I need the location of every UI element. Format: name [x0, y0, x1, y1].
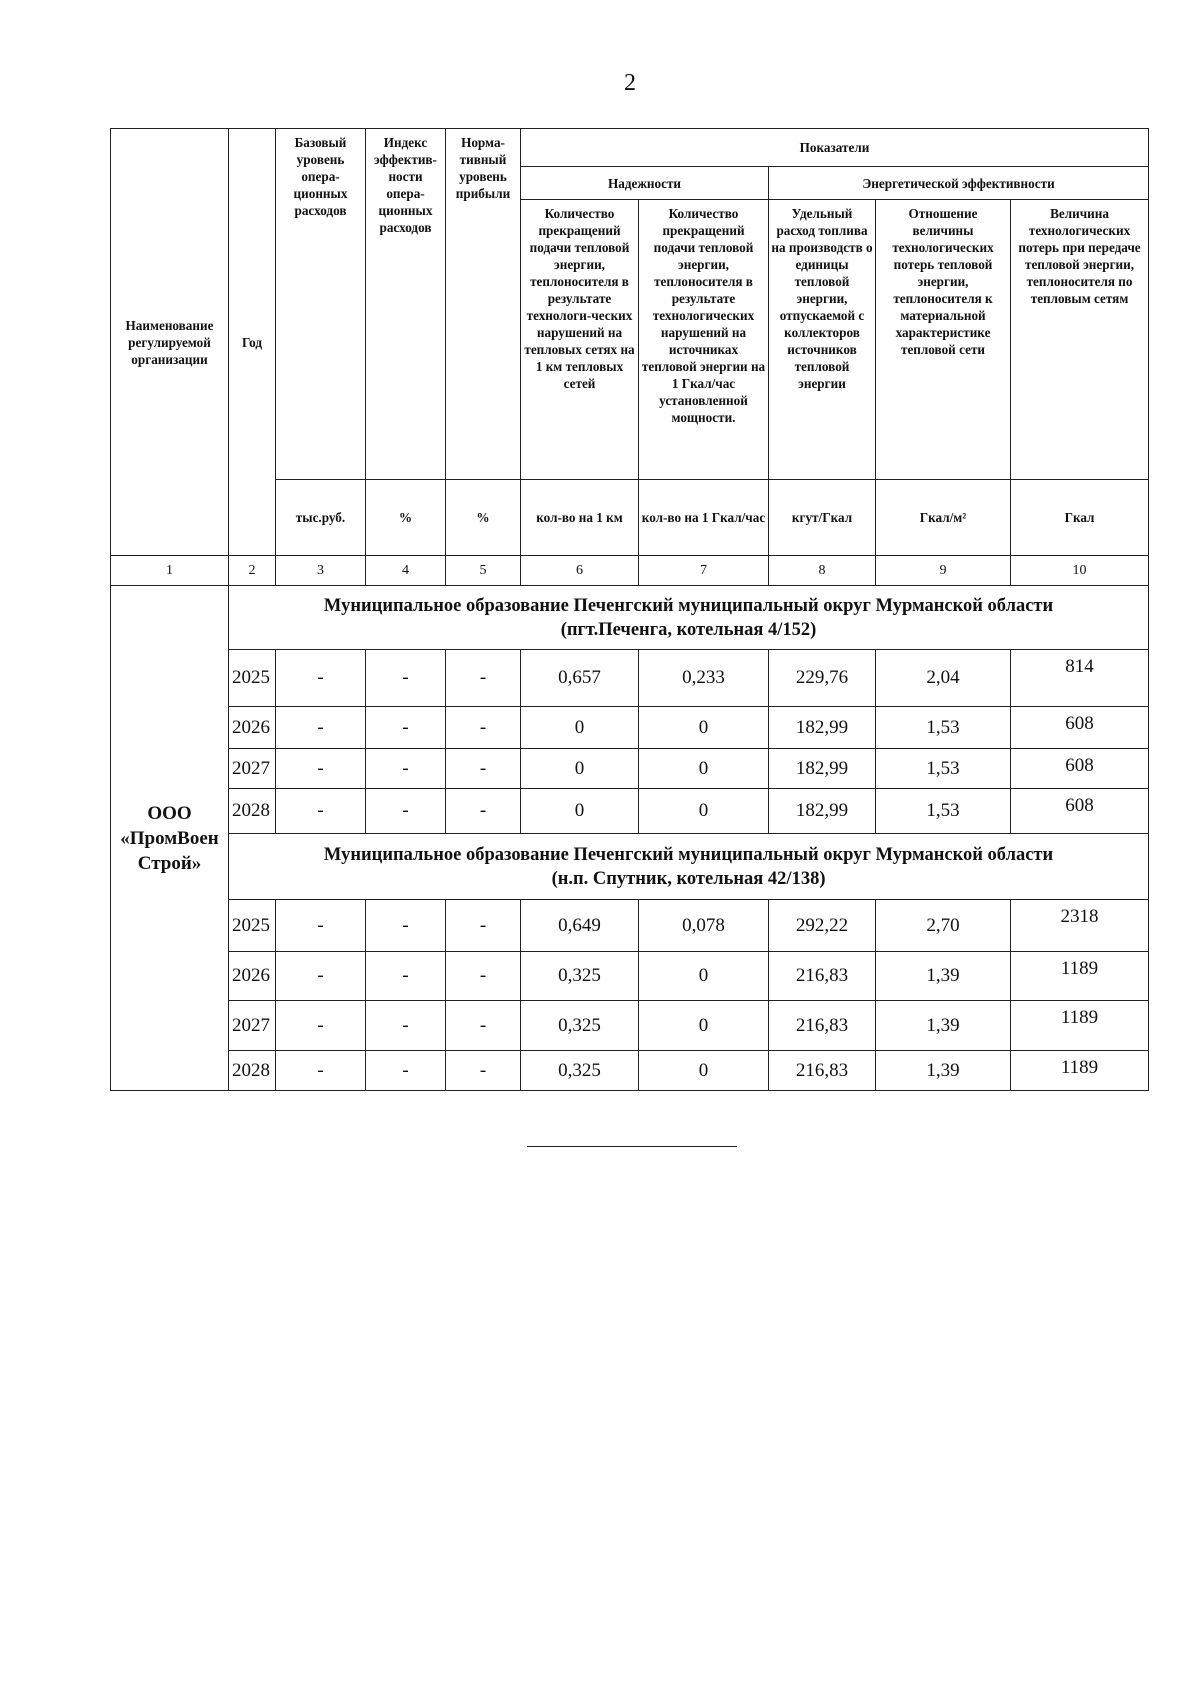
cell-col-10: 814 [1011, 650, 1149, 707]
cell-col-6: 0,325 [521, 952, 639, 1001]
cell-col-9: 1,39 [876, 952, 1011, 1001]
table-row [111, 1051, 1149, 1091]
table-row [111, 952, 1149, 1001]
cell-efficiency-index: - [366, 1001, 446, 1051]
cell-year: 2025 [229, 900, 276, 952]
cell-col-7: 0 [639, 749, 769, 789]
section-title-line1: Муниципальное образование Печенгский муниципальный округ Мурманской области [323, 595, 1054, 616]
cell-col-6: 0,657 [521, 650, 639, 707]
cell-col-8: 182,99 [769, 707, 876, 749]
cell-year: 2028 [229, 789, 276, 834]
cell-col-9: 1,53 [876, 707, 1011, 749]
cell-efficiency-index: - [366, 952, 446, 1001]
cell-year: 2027 [229, 1001, 276, 1051]
header-indicators: Показатели [521, 129, 1149, 167]
header-col-8: Удельный расход топлива на производств о единицы тепловой энергии, отпускаемой с коллекторов источников тепловой энергии [769, 200, 876, 480]
cell-base-level: - [276, 952, 366, 1001]
cell-col-8: 216,83 [769, 1051, 876, 1091]
end-separator-line [527, 1146, 737, 1147]
table-row [111, 789, 1149, 834]
cell-col-10: 608 [1011, 707, 1149, 749]
cell-col-9: 2,70 [876, 900, 1011, 952]
unit-col-4: % [366, 480, 446, 556]
header-energy-efficiency: Энергетической эффективности [769, 167, 1149, 200]
unit-col-3: тыс.руб. [276, 480, 366, 556]
cell-col-8: 292,22 [769, 900, 876, 952]
cell-col-8: 229,76 [769, 650, 876, 707]
header-col-6: Количество прекращений подачи тепловой энергии, теплоносителя в результате технологи-ческих нарушений на тепловых сетях на 1 км тепловых сетей [521, 200, 639, 480]
cell-base-level: - [276, 707, 366, 749]
header-col-7: Количество прекращений подачи тепловой энергии, теплоносителя в результате технологических нарушений на источниках тепловой энергии на 1 Гкал/час установленной мощности. [639, 200, 769, 480]
cell-col-9: 1,39 [876, 1051, 1011, 1091]
unit-col-7: кол-во на 1 Гкал/час [639, 480, 769, 556]
table-row [111, 650, 1149, 707]
column-number: 1 [111, 556, 229, 586]
cell-base-level: - [276, 650, 366, 707]
cell-efficiency-index: - [366, 900, 446, 952]
cell-base-level: - [276, 1051, 366, 1091]
table-row [111, 749, 1149, 789]
unit-col-9: Гкал/м² [876, 480, 1011, 556]
cell-col-9: 2,04 [876, 650, 1011, 707]
cell-col-10: 2318 [1011, 900, 1149, 952]
unit-col-6: кол-во на 1 км [521, 480, 639, 556]
cell-efficiency-index: - [366, 749, 446, 789]
section-title-line2: (пгт.Печенга, котельная 4/152) [560, 619, 817, 640]
column-number: 7 [639, 556, 769, 586]
indicators-table [110, 128, 1149, 1091]
cell-normative-profit: - [446, 707, 521, 749]
section-title [229, 834, 1149, 900]
column-number: 5 [446, 556, 521, 586]
column-number: 6 [521, 556, 639, 586]
unit-col-5: % [446, 480, 521, 556]
cell-col-7: 0,233 [639, 650, 769, 707]
cell-col-7: 0 [639, 707, 769, 749]
cell-col-8: 216,83 [769, 952, 876, 1001]
table-row [111, 1001, 1149, 1051]
cell-base-level: - [276, 789, 366, 834]
cell-year: 2025 [229, 650, 276, 707]
cell-efficiency-index: - [366, 1051, 446, 1091]
cell-col-7: 0 [639, 952, 769, 1001]
column-number: 9 [876, 556, 1011, 586]
column-number: 3 [276, 556, 366, 586]
organization-name: ООО «ПромВоен Строй» [111, 586, 229, 1091]
page-number: 2 [624, 70, 636, 96]
cell-base-level: - [276, 1001, 366, 1051]
cell-col-6: 0 [521, 707, 639, 749]
column-number: 4 [366, 556, 446, 586]
header-col-10: Величина технологических потерь при передаче тепловой энергии, теплоносителя по тепловым сетям [1011, 200, 1149, 480]
cell-normative-profit: - [446, 900, 521, 952]
header-col-9: Отношение величины технологических потерь тепловой энергии, теплоносителя к материальной характеристике тепловой сети [876, 200, 1011, 480]
cell-col-8: 216,83 [769, 1001, 876, 1051]
unit-col-10: Гкал [1011, 480, 1149, 556]
cell-col-10: 1189 [1011, 1001, 1149, 1051]
cell-col-7: 0,078 [639, 900, 769, 952]
cell-col-9: 1,53 [876, 749, 1011, 789]
section-title-line2: (н.п. Спутник, котельная 42/138) [551, 868, 826, 889]
cell-col-7: 0 [639, 1051, 769, 1091]
header-reliability: Надежности [521, 167, 769, 200]
section-title [229, 586, 1149, 650]
cell-base-level: - [276, 900, 366, 952]
cell-normative-profit: - [446, 650, 521, 707]
unit-col-8: кгут/Гкал [769, 480, 876, 556]
column-number: 10 [1011, 556, 1149, 586]
cell-normative-profit: - [446, 789, 521, 834]
table-row [111, 707, 1149, 749]
cell-base-level: - [276, 749, 366, 789]
cell-col-6: 0 [521, 789, 639, 834]
column-number: 2 [229, 556, 276, 586]
table-row [111, 900, 1149, 952]
header-normative-profit: Норма-тивный уровень прибыли [446, 129, 521, 480]
cell-year: 2028 [229, 1051, 276, 1091]
cell-col-9: 1,53 [876, 789, 1011, 834]
cell-normative-profit: - [446, 1051, 521, 1091]
cell-efficiency-index: - [366, 707, 446, 749]
cell-efficiency-index: - [366, 789, 446, 834]
cell-col-6: 0,649 [521, 900, 639, 952]
cell-year: 2026 [229, 952, 276, 1001]
cell-col-6: 0 [521, 749, 639, 789]
header-org-name: Наименование регулируемой организации [111, 129, 229, 556]
cell-normative-profit: - [446, 749, 521, 789]
cell-col-7: 0 [639, 789, 769, 834]
cell-col-7: 0 [639, 1001, 769, 1051]
cell-col-10: 608 [1011, 789, 1149, 834]
header-base-level: Базовый уровень опера-ционных расходов [276, 129, 366, 480]
cell-efficiency-index: - [366, 650, 446, 707]
header-efficiency-index: Индекс эффектив-ности опера-ционных расходов [366, 129, 446, 480]
cell-year: 2026 [229, 707, 276, 749]
cell-col-10: 1189 [1011, 1051, 1149, 1091]
column-number: 8 [769, 556, 876, 586]
cell-col-10: 1189 [1011, 952, 1149, 1001]
cell-col-6: 0,325 [521, 1001, 639, 1051]
cell-col-9: 1,39 [876, 1001, 1011, 1051]
cell-normative-profit: - [446, 1001, 521, 1051]
cell-col-10: 608 [1011, 749, 1149, 789]
cell-year: 2027 [229, 749, 276, 789]
cell-col-6: 0,325 [521, 1051, 639, 1091]
section-title-line1: Муниципальное образование Печенгский муниципальный округ Мурманской области [323, 844, 1054, 865]
cell-normative-profit: - [446, 952, 521, 1001]
cell-col-8: 182,99 [769, 749, 876, 789]
cell-col-8: 182,99 [769, 789, 876, 834]
header-year: Год [229, 129, 276, 556]
